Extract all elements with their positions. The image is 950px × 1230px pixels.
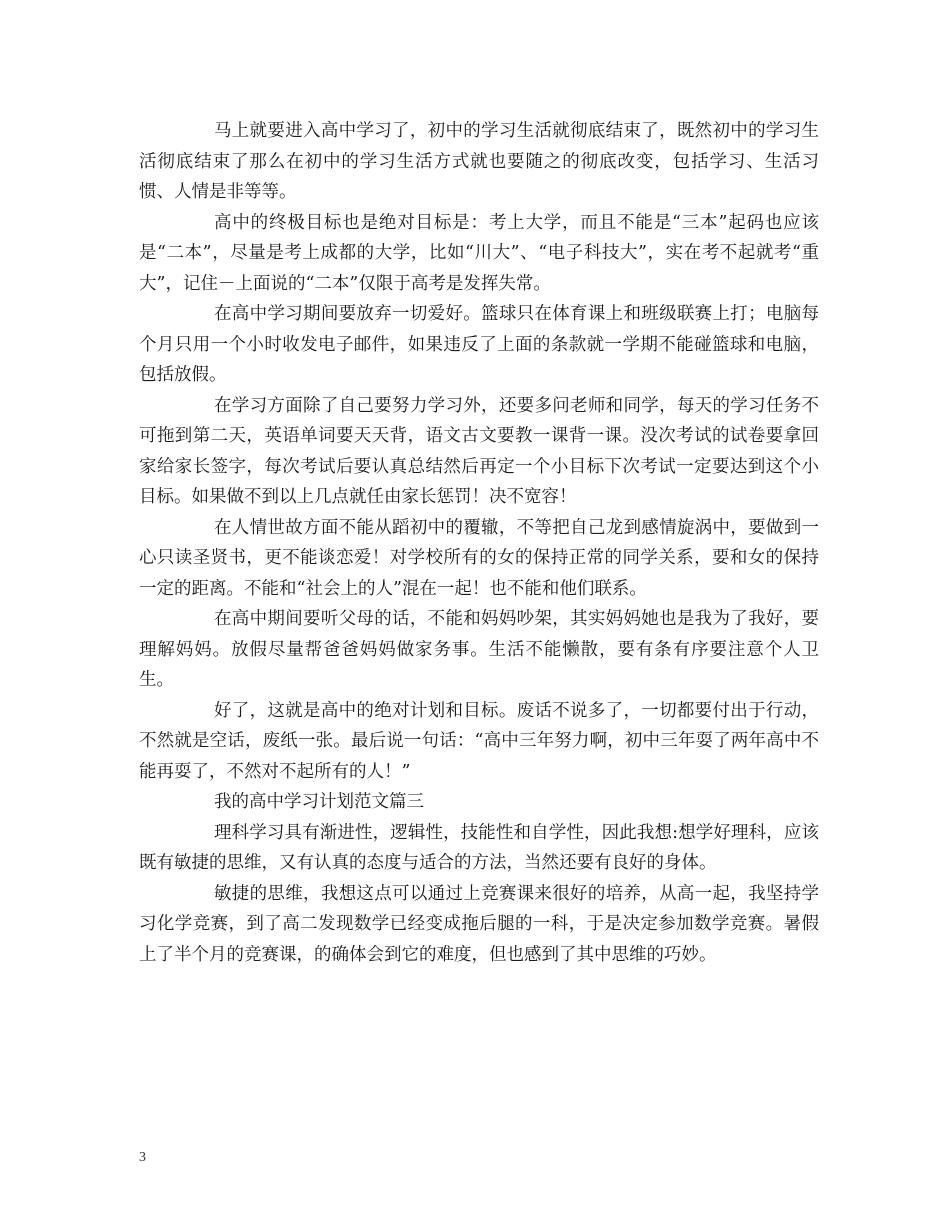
section-paragraph-1: 理科学习具有渐进性，逻辑性，技能性和自学性，因此我想:想学好理科，应该既有敏捷的思维，又有认真的态度与适合的方法，当然还要有良好的身体。 — [139, 822, 819, 873]
paragraph-6: 在高中期间要听父母的话，不能和妈妈吵架，其实妈妈她也是我为了我好，要理解妈妈。放假尽量帮爸爸妈妈做家务事。生活不能懒散，要有条有序要注意个人卫生。 — [139, 609, 819, 690]
paragraph-7: 好了，这就是高中的绝对计划和目标。废话不说多了，一切都要付出于行动，不然就是空话，废纸一张。最后说一句话：“高中三年努力啊，初中三年耍了两年高中不能再耍了，不然对不起所有的人！” — [139, 700, 819, 782]
paragraph-1: 马上就要进入高中学习了，初中的学习生活就彻底结束了，既然初中的学习生活彻底结束了那么在初中的学习生活方式就也要随之的彻底改变，包括学习、生活习惯、人情是非等等。 — [139, 121, 819, 202]
section-title: 我的高中学习计划范文篇三 — [214, 792, 424, 812]
document-body — [139, 116, 819, 970]
section-paragraph-2: 敏捷的思维，我想这点可以通过上竞赛课来很好的培养，从高一起，我坚持学习化学竞赛，到了高二发现数学已经变成拖后腿的一科，于是决定参加数学竞赛。暑假上了半个月的竞赛课，的确体会到它的难度，但也感到了其中思维的巧妙。 — [139, 883, 819, 965]
paragraph-4: 在学习方面除了自己要努力学习外，还要多问老师和同学，每天的学习任务不可拖到第二天，英语单词要天天背，语文古文要教一课背一课。没次考试的试卷要拿回家给家长签字，每次考试后要认真总结然后再定一个小目标下次考试一定要达到这个小目标。如果做不到以上几点就任由家长惩罚！决不宽容！ — [139, 395, 819, 507]
paragraph-2: 高中的终极目标也是绝对目标是：考上大学，而且不能是“三本”起码也应该是“二本”，尽量是考上成都的大学，比如“川大”、“电子科技大”，实在考不起就考“重大”，记住－上面说的“二本”仅限于高考是发挥失常。 — [139, 212, 819, 294]
paragraph-3: 在高中学习期间要放弃一切爱好。篮球只在体育课上和班级联赛上打；电脑每个月只用一个小时收发电子邮件，如果违反了上面的条款就一学期不能碰篮球和电脑，包括放假。 — [139, 304, 819, 385]
paragraph-5: 在人情世故方面不能从蹈初中的覆辙，不等把自己龙到感情旋涡中，要做到一心只读圣贤书，更不能谈恋爱！对学校所有的女的保持正常的同学关系，要和女的保持一定的距离。不能和“社会上的人”混在一起！也不能和他们联系。 — [139, 517, 819, 599]
page-number: 3 — [139, 1150, 146, 1165]
